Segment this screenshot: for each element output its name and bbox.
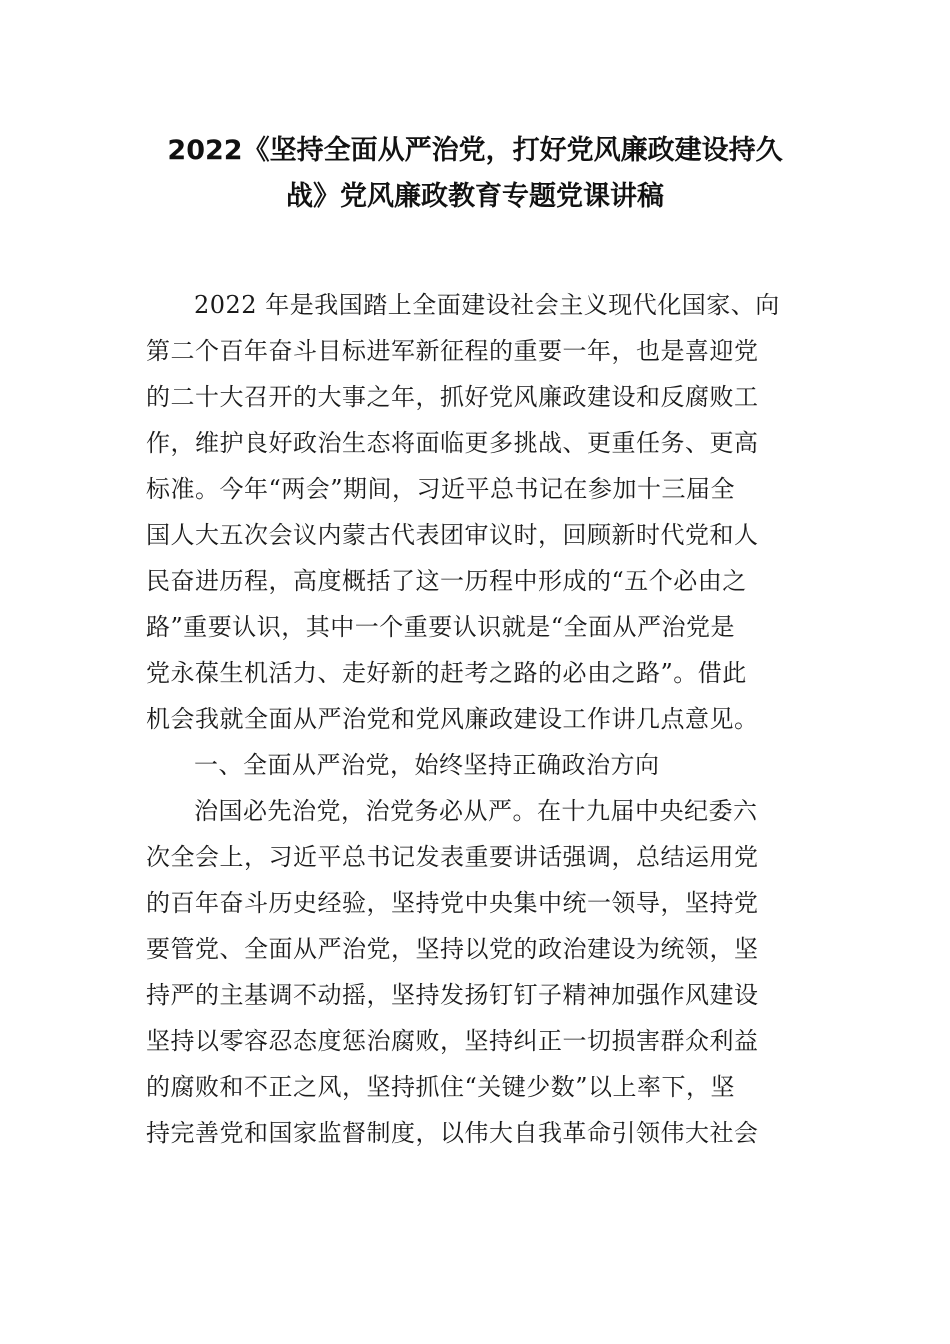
paragraph-line: 路”重要认识，其中一个重要认识就是“全面从严治党是 bbox=[146, 613, 736, 641]
section-heading: 一、全面从严治党，始终坚持正确政治方向 bbox=[194, 751, 660, 779]
paragraph-line: 要管党、全面从严治党，坚持以党的政治建设为统领，坚 bbox=[146, 935, 759, 963]
paragraph-line: 民奋进历程，高度概括了这一历程中形成的“五个必由之 bbox=[146, 567, 747, 595]
paragraph-line: 次全会上，习近平总书记发表重要讲话强调，总结运用党 bbox=[146, 843, 759, 871]
paragraph-line: 的二十大召开的大事之年，抓好党风廉政建设和反腐败工 bbox=[146, 383, 759, 411]
paragraph-line: 标准。今年“两会”期间，习近平总书记在参加十三届全 bbox=[146, 475, 736, 503]
paragraph-line: 持严的主基调不动摇，坚持发扬钉钉子精神加强作风建设 bbox=[146, 981, 759, 1009]
paragraph-line: 坚持以零容忍态度惩治腐败，坚持纠正一切损害群众利益 bbox=[146, 1027, 759, 1055]
paragraph-line: 的百年奋斗历史经验，坚持党中央集中统一领导，坚持党 bbox=[146, 889, 759, 917]
paragraph-line: 的腐败和不正之风，坚持抓住“关键少数”以上率下，坚 bbox=[146, 1073, 736, 1101]
paragraph-line: 机会我就全面从严治党和党风廉政建设工作讲几点意见。 bbox=[146, 705, 759, 733]
paragraph-line: 第二个百年奋斗目标进军新征程的重要一年，也是喜迎党 bbox=[146, 337, 759, 365]
title-line-2: 战》党风廉政教育专题党课讲稿 bbox=[286, 181, 664, 212]
title-line-1: 2022《坚持全面从严治党，打好党风廉政建设持久 bbox=[167, 135, 783, 166]
paragraph-line: 作，维护良好政治生态将面临更多挑战、更重任务、更高 bbox=[146, 429, 759, 457]
paragraph-line: 2022 年是我国踏上全面建设社会主义现代化国家、向 bbox=[194, 291, 780, 319]
paragraph-line: 治国必先治党，治党务必从严。在十九届中央纪委六 bbox=[194, 797, 758, 825]
paragraph-line: 国人大五次会议内蒙古代表团审议时，回顾新时代党和人 bbox=[146, 521, 759, 549]
document-body bbox=[146, 282, 806, 1156]
paragraph-line: 持完善党和国家监督制度，以伟大自我革命引领伟大社会 bbox=[146, 1119, 759, 1147]
paragraph-line: 党永葆生机活力、走好新的赶考之路的必由之路”。借此 bbox=[146, 659, 747, 687]
document-title bbox=[140, 128, 810, 220]
